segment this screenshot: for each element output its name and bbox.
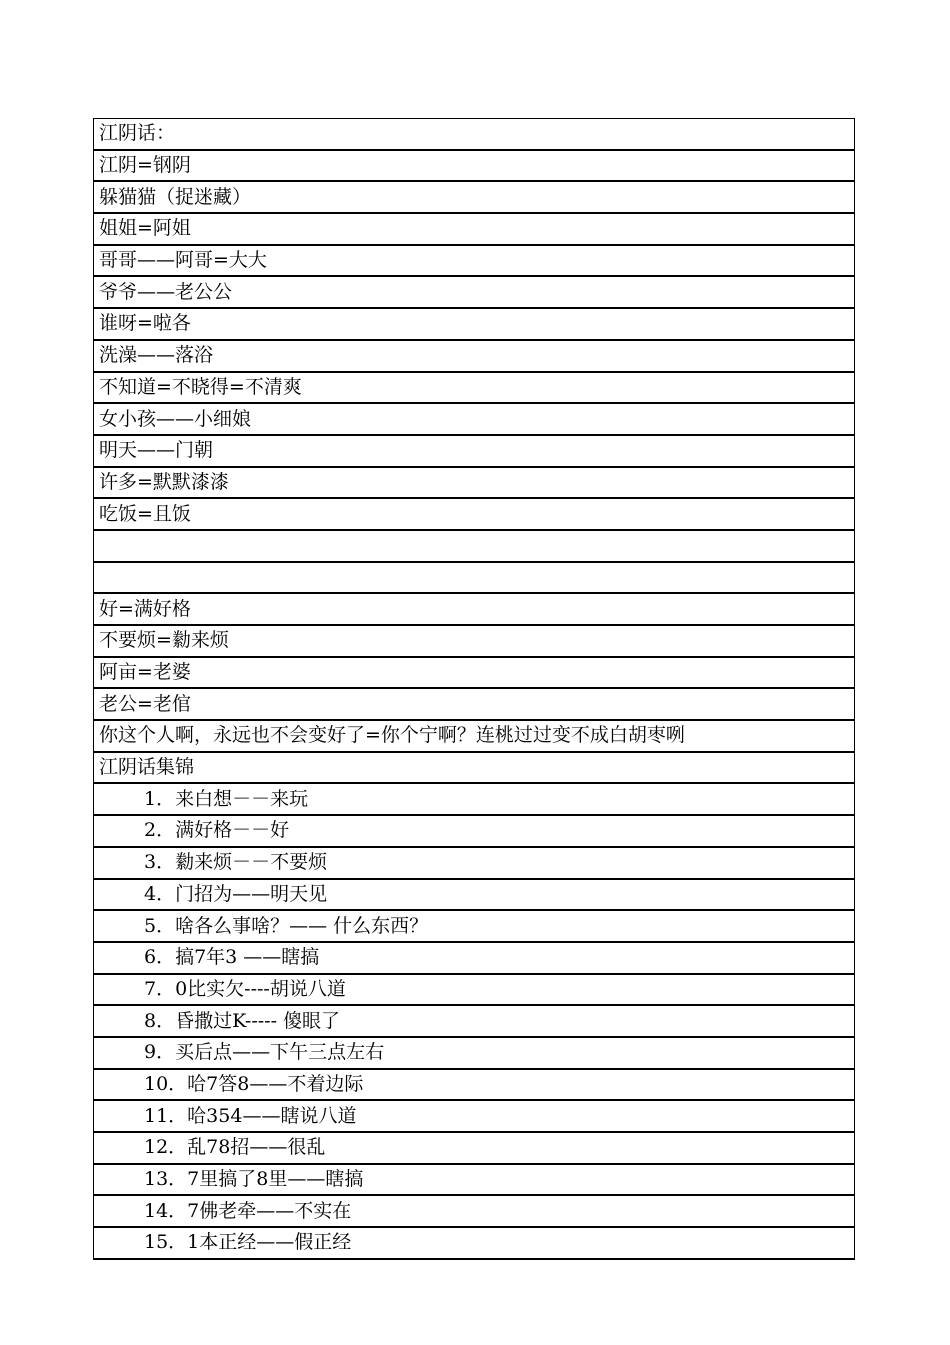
- table-cell[interactable]: 阿亩=老婆: [94, 657, 855, 689]
- table-row: [94, 562, 855, 594]
- table-body: [94, 119, 855, 1259]
- table-cell[interactable]: 2．满好格－－好: [94, 815, 855, 847]
- table-row: [94, 657, 855, 689]
- table-cell[interactable]: 12．乱78招——很乱: [94, 1132, 855, 1164]
- table-row: [94, 340, 855, 372]
- table-row: [94, 276, 855, 308]
- table-cell[interactable]: 1．来白想－－来玩: [94, 783, 855, 815]
- table-cell[interactable]: 4．门招为——明天见: [94, 879, 855, 911]
- table-cell[interactable]: 11．哈354——瞎说八道: [94, 1100, 855, 1132]
- table-cell[interactable]: 谁呀=啦各: [94, 308, 855, 340]
- table-cell[interactable]: 好=满好格: [94, 593, 855, 625]
- table-cell[interactable]: 明天——门朝: [94, 435, 855, 467]
- table-row: [94, 847, 855, 879]
- table-row: [94, 942, 855, 974]
- table-cell[interactable]: 老公=老倌: [94, 688, 855, 720]
- table-cell[interactable]: 洗澡——落浴: [94, 340, 855, 372]
- table-row: [94, 181, 855, 213]
- table-row: [94, 245, 855, 277]
- table-cell[interactable]: 14．7佛老牵——不实在: [94, 1195, 855, 1227]
- table-cell[interactable]: 15．1本正经——假正经: [94, 1227, 855, 1259]
- table-row: [94, 720, 855, 752]
- table-row: [94, 815, 855, 847]
- table-row: [94, 308, 855, 340]
- table-row: [94, 1227, 855, 1259]
- table-cell[interactable]: [94, 530, 855, 562]
- table-row: [94, 213, 855, 245]
- table-cell[interactable]: 6．搞7年3 ——瞎搞: [94, 942, 855, 974]
- table-row: [94, 150, 855, 182]
- table-row: [94, 593, 855, 625]
- table-row: [94, 498, 855, 530]
- table-cell[interactable]: 女小孩——小细娘: [94, 403, 855, 435]
- table-cell[interactable]: 不知道=不晓得=不清爽: [94, 372, 855, 404]
- table-cell[interactable]: 8．昏撒过K----- 傻眼了: [94, 1005, 855, 1037]
- table-row: [94, 688, 855, 720]
- table-row: [94, 1195, 855, 1227]
- table-cell[interactable]: 9．买后点——下午三点左右: [94, 1037, 855, 1069]
- table-cell[interactable]: 许多=默默漆漆: [94, 467, 855, 499]
- table-cell[interactable]: [94, 562, 855, 594]
- table-row: [94, 910, 855, 942]
- table-row: [94, 783, 855, 815]
- table-row: [94, 403, 855, 435]
- table-cell[interactable]: 3．勬来烦－－不要烦: [94, 847, 855, 879]
- table-cell[interactable]: 躲猫猫（捉迷藏）: [94, 181, 855, 213]
- table-row: [94, 1164, 855, 1196]
- table-cell[interactable]: 5．啥各么事啥？—— 什么东西？: [94, 910, 855, 942]
- table-cell[interactable]: 姐姐=阿姐: [94, 213, 855, 245]
- table-row: [94, 530, 855, 562]
- table-cell[interactable]: 哥哥——阿哥=大大: [94, 245, 855, 277]
- table-cell[interactable]: 吃饭=且饭: [94, 498, 855, 530]
- table-cell[interactable]: 7．0比实欠----胡说八道: [94, 974, 855, 1006]
- table-row: [94, 625, 855, 657]
- table-row: [94, 1132, 855, 1164]
- table-cell[interactable]: 不要烦=勬来烦: [94, 625, 855, 657]
- table-cell[interactable]: 江阴话集锦: [94, 752, 855, 784]
- spreadsheet-table: [93, 118, 855, 1260]
- table-row: [94, 1005, 855, 1037]
- table-cell[interactable]: 10．哈7答8——不着边际: [94, 1069, 855, 1101]
- table-row: [94, 752, 855, 784]
- table-row: [94, 1069, 855, 1101]
- table-cell[interactable]: 13．7里搞了8里——瞎搞: [94, 1164, 855, 1196]
- table-row: [94, 467, 855, 499]
- table-row: [94, 879, 855, 911]
- table-row: [94, 974, 855, 1006]
- table-row: [94, 372, 855, 404]
- table-cell[interactable]: 你这个人啊，永远也不会变好了=你个宁啊？连桃过过变不成白胡枣咧: [94, 720, 855, 752]
- table-cell[interactable]: 江阴话：: [94, 119, 855, 150]
- table-row: [94, 1100, 855, 1132]
- table-row: [94, 435, 855, 467]
- table-cell[interactable]: 爷爷——老公公: [94, 276, 855, 308]
- table-row: [94, 1037, 855, 1069]
- table-row: [94, 119, 855, 150]
- table-cell[interactable]: 江阴=钢阴: [94, 150, 855, 182]
